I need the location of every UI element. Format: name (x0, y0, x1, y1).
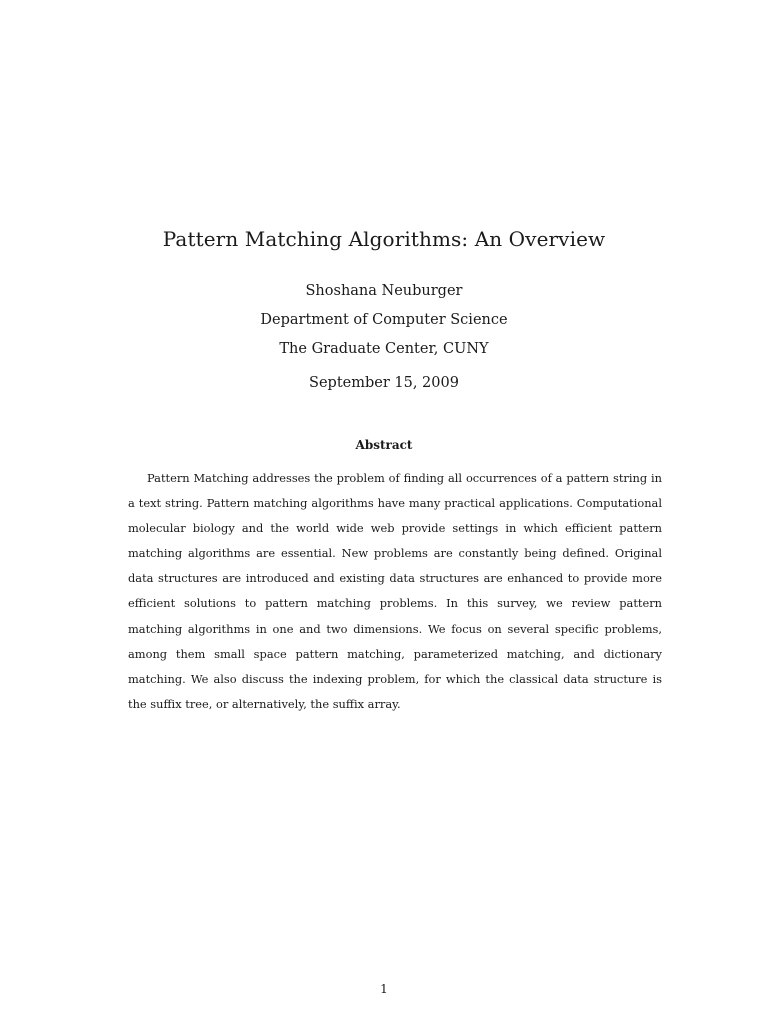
publication-date: September 15, 2009 (309, 375, 459, 391)
page-number: 1 (380, 982, 388, 996)
author-name: Shoshana Neuburger (305, 283, 463, 299)
paper-title: Pattern Matching Algorithms: An Overview (162, 227, 606, 251)
author-department: Department of Computer Science (260, 312, 508, 328)
author-institution: The Graduate Center, CUNY (279, 341, 489, 357)
abstract-heading: Abstract (355, 438, 413, 452)
abstract-text: Pattern Matching addresses the problem of finding all occurrences of a pattern string in a text string. Pattern matching algorithms have many practical applications. Computational molecular biology and the world wide web provide settings in which efficient pattern matching algorithms are essential. New problems are constantly being defined. Original data structures are introduced and existing data structures are enhanced to provide more efficient solutions to pattern matching problems. In this survey, we review pattern matching algorithms in one and two dimensions. We focus on several specific problems, among them small space pattern matching, parameterized matching, and dictionary matching. We also discuss the indexing problem, for which the classical data structure is the suffix tree, or alternatively, the suffix array. (128, 471, 662, 711)
